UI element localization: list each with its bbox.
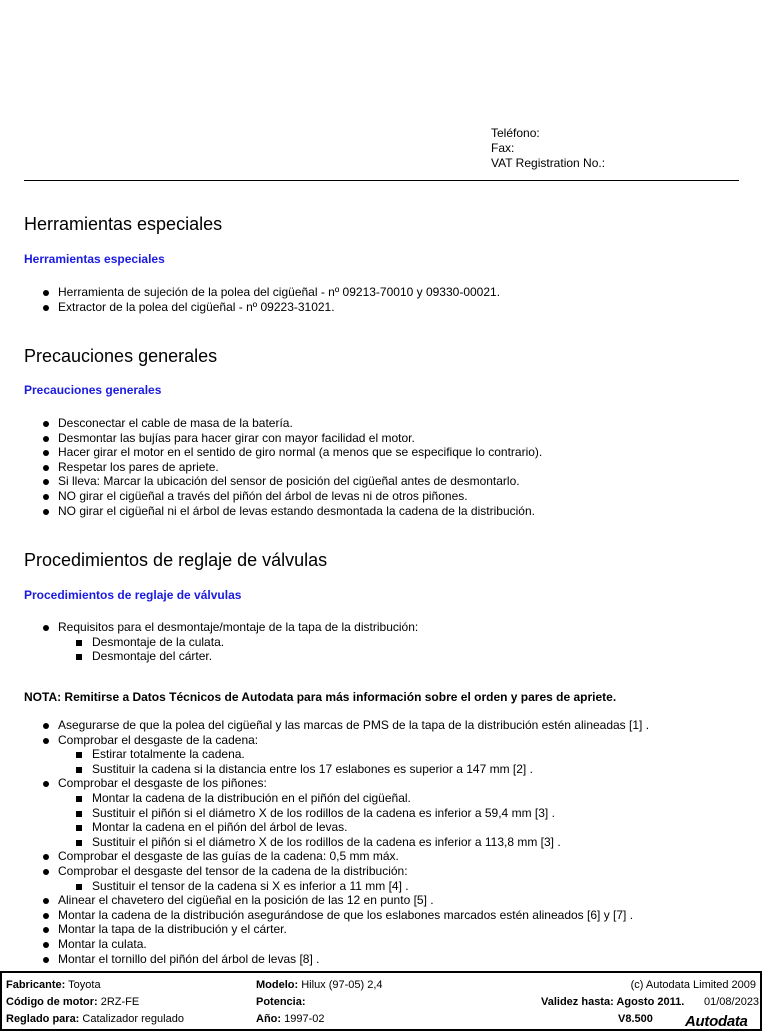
fax-label: Fax:	[491, 141, 515, 155]
precautions-subtitle: Precauciones generales	[24, 383, 162, 397]
header-divider	[24, 180, 739, 181]
list-item: Montar el tornillo del piñón del árbol de levas [8] .	[24, 952, 744, 967]
list-item: NO girar el cigüeñal a través del piñón del árbol de levas ni de otros piñones.	[24, 489, 744, 504]
footer-model: Modelo: Hilux (97-05) 2,4	[256, 979, 383, 991]
phone-label: Teléfono:	[491, 126, 540, 140]
note: NOTA: Remitirse a Datos Técnicos de Autodata para más información sobre el orden y pares de apriete.	[24, 690, 617, 704]
footer-manufacturer: Fabricante: Toyota	[6, 979, 101, 991]
steps-list	[24, 718, 744, 966]
footer-power: Potencia:	[256, 996, 306, 1008]
contact-block	[491, 126, 605, 171]
vat-label: VAT Registration No.:	[491, 156, 606, 170]
footer-tuned: Reglado para: Catalizador regulado	[6, 1013, 184, 1025]
list-item: Si lleva: Marcar la ubicación del sensor de posición del cigüeñal antes de desmontarlo.	[24, 474, 744, 489]
list-item: Extractor de la polea del cigüeñal - nº 09223-31021.	[24, 300, 744, 315]
document-footer	[0, 971, 762, 1031]
footer-engine: Código de motor: 2RZ-FE	[6, 996, 140, 1008]
sub-list-item: Desmontaje de la culata.	[24, 635, 744, 650]
list-item: Comprobar el desgaste de la cadena:	[24, 733, 744, 748]
autodata-logo: Autodata	[685, 1013, 748, 1030]
list-item: Asegurarse de que la polea del cigüeñal y las marcas de PMS de la tapa de la distribución estén alineadas [1] .	[24, 718, 744, 733]
list-item: Requisitos para el desmontaje/montaje de la tapa de la distribución:	[24, 620, 744, 635]
list-item: Desconectar el cable de masa de la batería.	[24, 416, 744, 431]
valve-timing-subtitle: Procedimientos de reglaje de válvulas	[24, 588, 242, 602]
footer-validity: Validez hasta: Agosto 2011.	[541, 996, 685, 1008]
list-item: Comprobar el desgaste de las guías de la cadena: 0,5 mm máx.	[24, 849, 744, 864]
tools-list	[24, 285, 744, 314]
footer-date: 01/08/2023	[704, 996, 760, 1008]
list-item: Alinear el chavetero del cigüeñal en la posición de las 12 en punto [5] .	[24, 893, 744, 908]
list-item: NO girar el cigüeñal ni el árbol de levas estando desmontada la cadena de la distribución.	[24, 504, 744, 519]
sub-list-item: Montar la cadena de la distribución en el piñón del cigüeñal.	[24, 791, 744, 806]
requirements-list	[24, 620, 744, 664]
sub-list-item: Sustituir el tensor de la cadena si X es inferior a 11 mm [4] .	[24, 879, 744, 894]
sub-list-item: Montar la cadena en el piñón del árbol de levas.	[24, 820, 744, 835]
precautions-list	[24, 416, 744, 518]
list-item: Hacer girar el motor en el sentido de giro normal (a menos que se especifique lo contrario).	[24, 445, 744, 460]
list-item: Montar la culata.	[24, 937, 744, 952]
footer-copyright: (c) Autodata Limited 2009	[630, 979, 756, 991]
list-item: Comprobar el desgaste del tensor de la cadena de la distribución:	[24, 864, 744, 879]
footer-version: V8.500	[618, 1013, 653, 1025]
list-item: Respetar los pares de apriete.	[24, 460, 744, 475]
list-item: Montar la cadena de la distribución asegurándose de que los eslabones marcados estén alineados [6] y [7] .	[24, 908, 744, 923]
sub-list-item: Estirar totalmente la cadena.	[24, 747, 744, 762]
sub-list-item: Sustituir el piñón si el diámetro X de los rodillos de la cadena es inferior a 59,4 mm [3] .	[24, 806, 744, 821]
list-item: Desmontar las bujías para hacer girar con mayor facilidad el motor.	[24, 431, 744, 446]
list-item: Comprobar el desgaste de los piñones:	[24, 776, 744, 791]
sub-list-item: Sustituir el piñón si el diámetro X de los rodillos de la cadena es inferior a 113,8 mm [3] .	[24, 835, 744, 850]
valve-timing-title: Procedimientos de reglaje de válvulas	[24, 550, 328, 570]
list-item: Montar la tapa de la distribución y el cárter.	[24, 922, 744, 937]
sub-list-item: Desmontaje del cárter.	[24, 649, 744, 664]
sub-list-item: Sustituir la cadena si la distancia entre los 17 eslabones es superior a 147 mm [2] .	[24, 762, 744, 777]
precautions-title: Precauciones generales	[24, 346, 218, 366]
tools-title: Herramientas especiales	[24, 214, 223, 234]
tools-subtitle: Herramientas especiales	[24, 252, 165, 266]
list-item: Herramienta de sujeción de la polea del cigüeñal - nº 09213-70010 y 09330-00021.	[24, 285, 744, 300]
footer-year: Año: 1997-02	[256, 1013, 325, 1025]
